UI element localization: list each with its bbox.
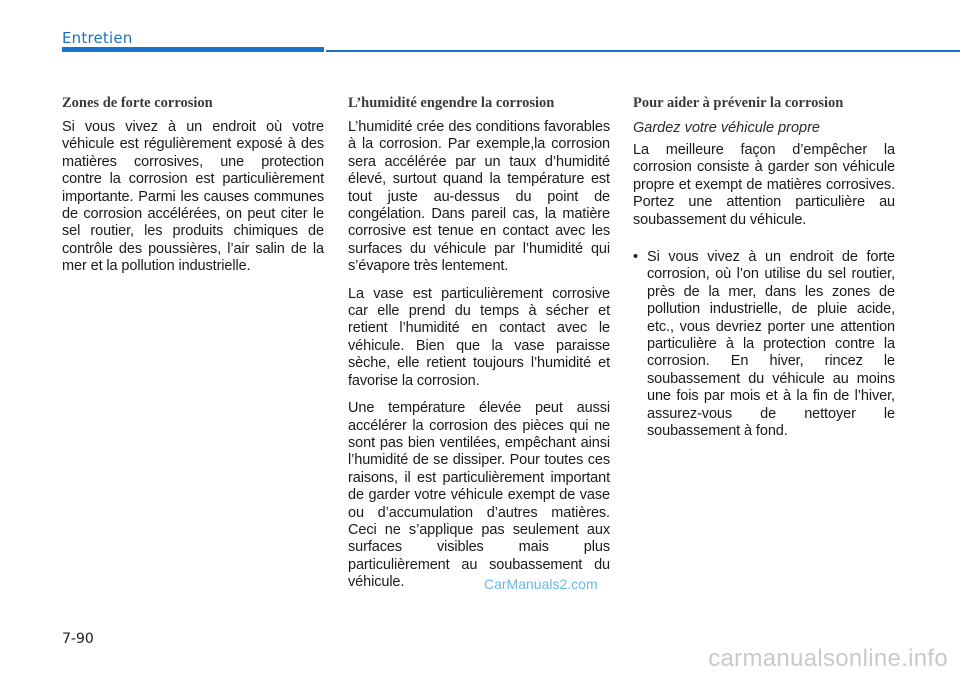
paragraph: L’humidité crée des conditions favorables à la corrosion. Par exemple,la corrosion sera accélérée par un taux d’humidité élevé, surtout quand la température est tout juste au-dessus du point de congélation. Dans pareil cas, la matière corrosive est tenue en contact avec les surfaces du véhicule par l’humidité qui s’évapore très lentement. <box>348 119 610 275</box>
paragraph: Si vous vivez à un endroit où votre véhicule est régulièrement exposé à des matières corrosives, une protection contre la corrosion est particulièrement importante. Parmi les causes communes de corrosion accélérées, on peut citer le sel routier, les produits chimiques de contrôle des poussières, l’air salin de la mer et la pollution industrielle. <box>62 119 324 275</box>
list-item <box>633 249 895 440</box>
section-tab: Entretien <box>62 29 133 47</box>
header-rule-thick <box>62 47 324 52</box>
list-item-text: Si vous vivez à un endroit de forte corrosion, où l’on utilise du sel routier, près de la mer, dans les zones de pollution industrielle, de pluie acide, etc., vous devriez porter une attention particulière à la protection contre la corrosion. En hiver, rincez le soubassement du véhicule au moins une fois par mois et à la fin de l’hiver, assurez-vous de nettoyer le soubassement à fond. <box>647 249 895 440</box>
paragraph: La meilleure façon d’empêcher la corrosion consiste à garder son véhicule propre et exempt de matières corrosives. Portez une attention particulière au soubassement du véhicule. <box>633 142 895 228</box>
paragraph: La vase est particulièrement corrosive car elle prend du temps à sécher et retient l’humidité en contact avec le véhicule. Bien que la vase paraisse sèche, elle retient toujours l’humidité et favorise la corrosion. <box>348 285 610 389</box>
watermark-small: CarManuals2.com <box>484 576 598 592</box>
heading-humidity: L’humidité engendre la corrosion <box>348 95 555 111</box>
bullet-list <box>633 249 895 440</box>
paragraph: Une température élevée peut aussi accélérer la corrosion des pièces qui ne sont pas bien ventilées, empêchant ainsi l’humidité de se dissiper. Pour toutes ces raisons, il est particulièrement important de garder votre véhicule exempt de vase ou d’accumulation d’autres matières. Ceci ne s’applique pas seulement aux surfaces visibles mais plus particulièrement au soubassement du véhicule. <box>348 400 610 591</box>
subheading-keep-clean: Gardez votre véhicule propre <box>633 120 820 136</box>
column-prevention <box>633 94 895 441</box>
heading-prevention: Pour aider à prévenir la corrosion <box>633 95 844 111</box>
header-rule-thin <box>326 50 960 52</box>
page-number: 7-90 <box>62 631 94 647</box>
bullet-icon: • <box>633 249 638 266</box>
watermark-large: carmanualsonline.info <box>708 645 948 672</box>
heading-corrosion-zones: Zones de forte corrosion <box>62 95 213 111</box>
column-corrosion-zones <box>62 94 324 286</box>
column-humidity <box>348 94 610 602</box>
